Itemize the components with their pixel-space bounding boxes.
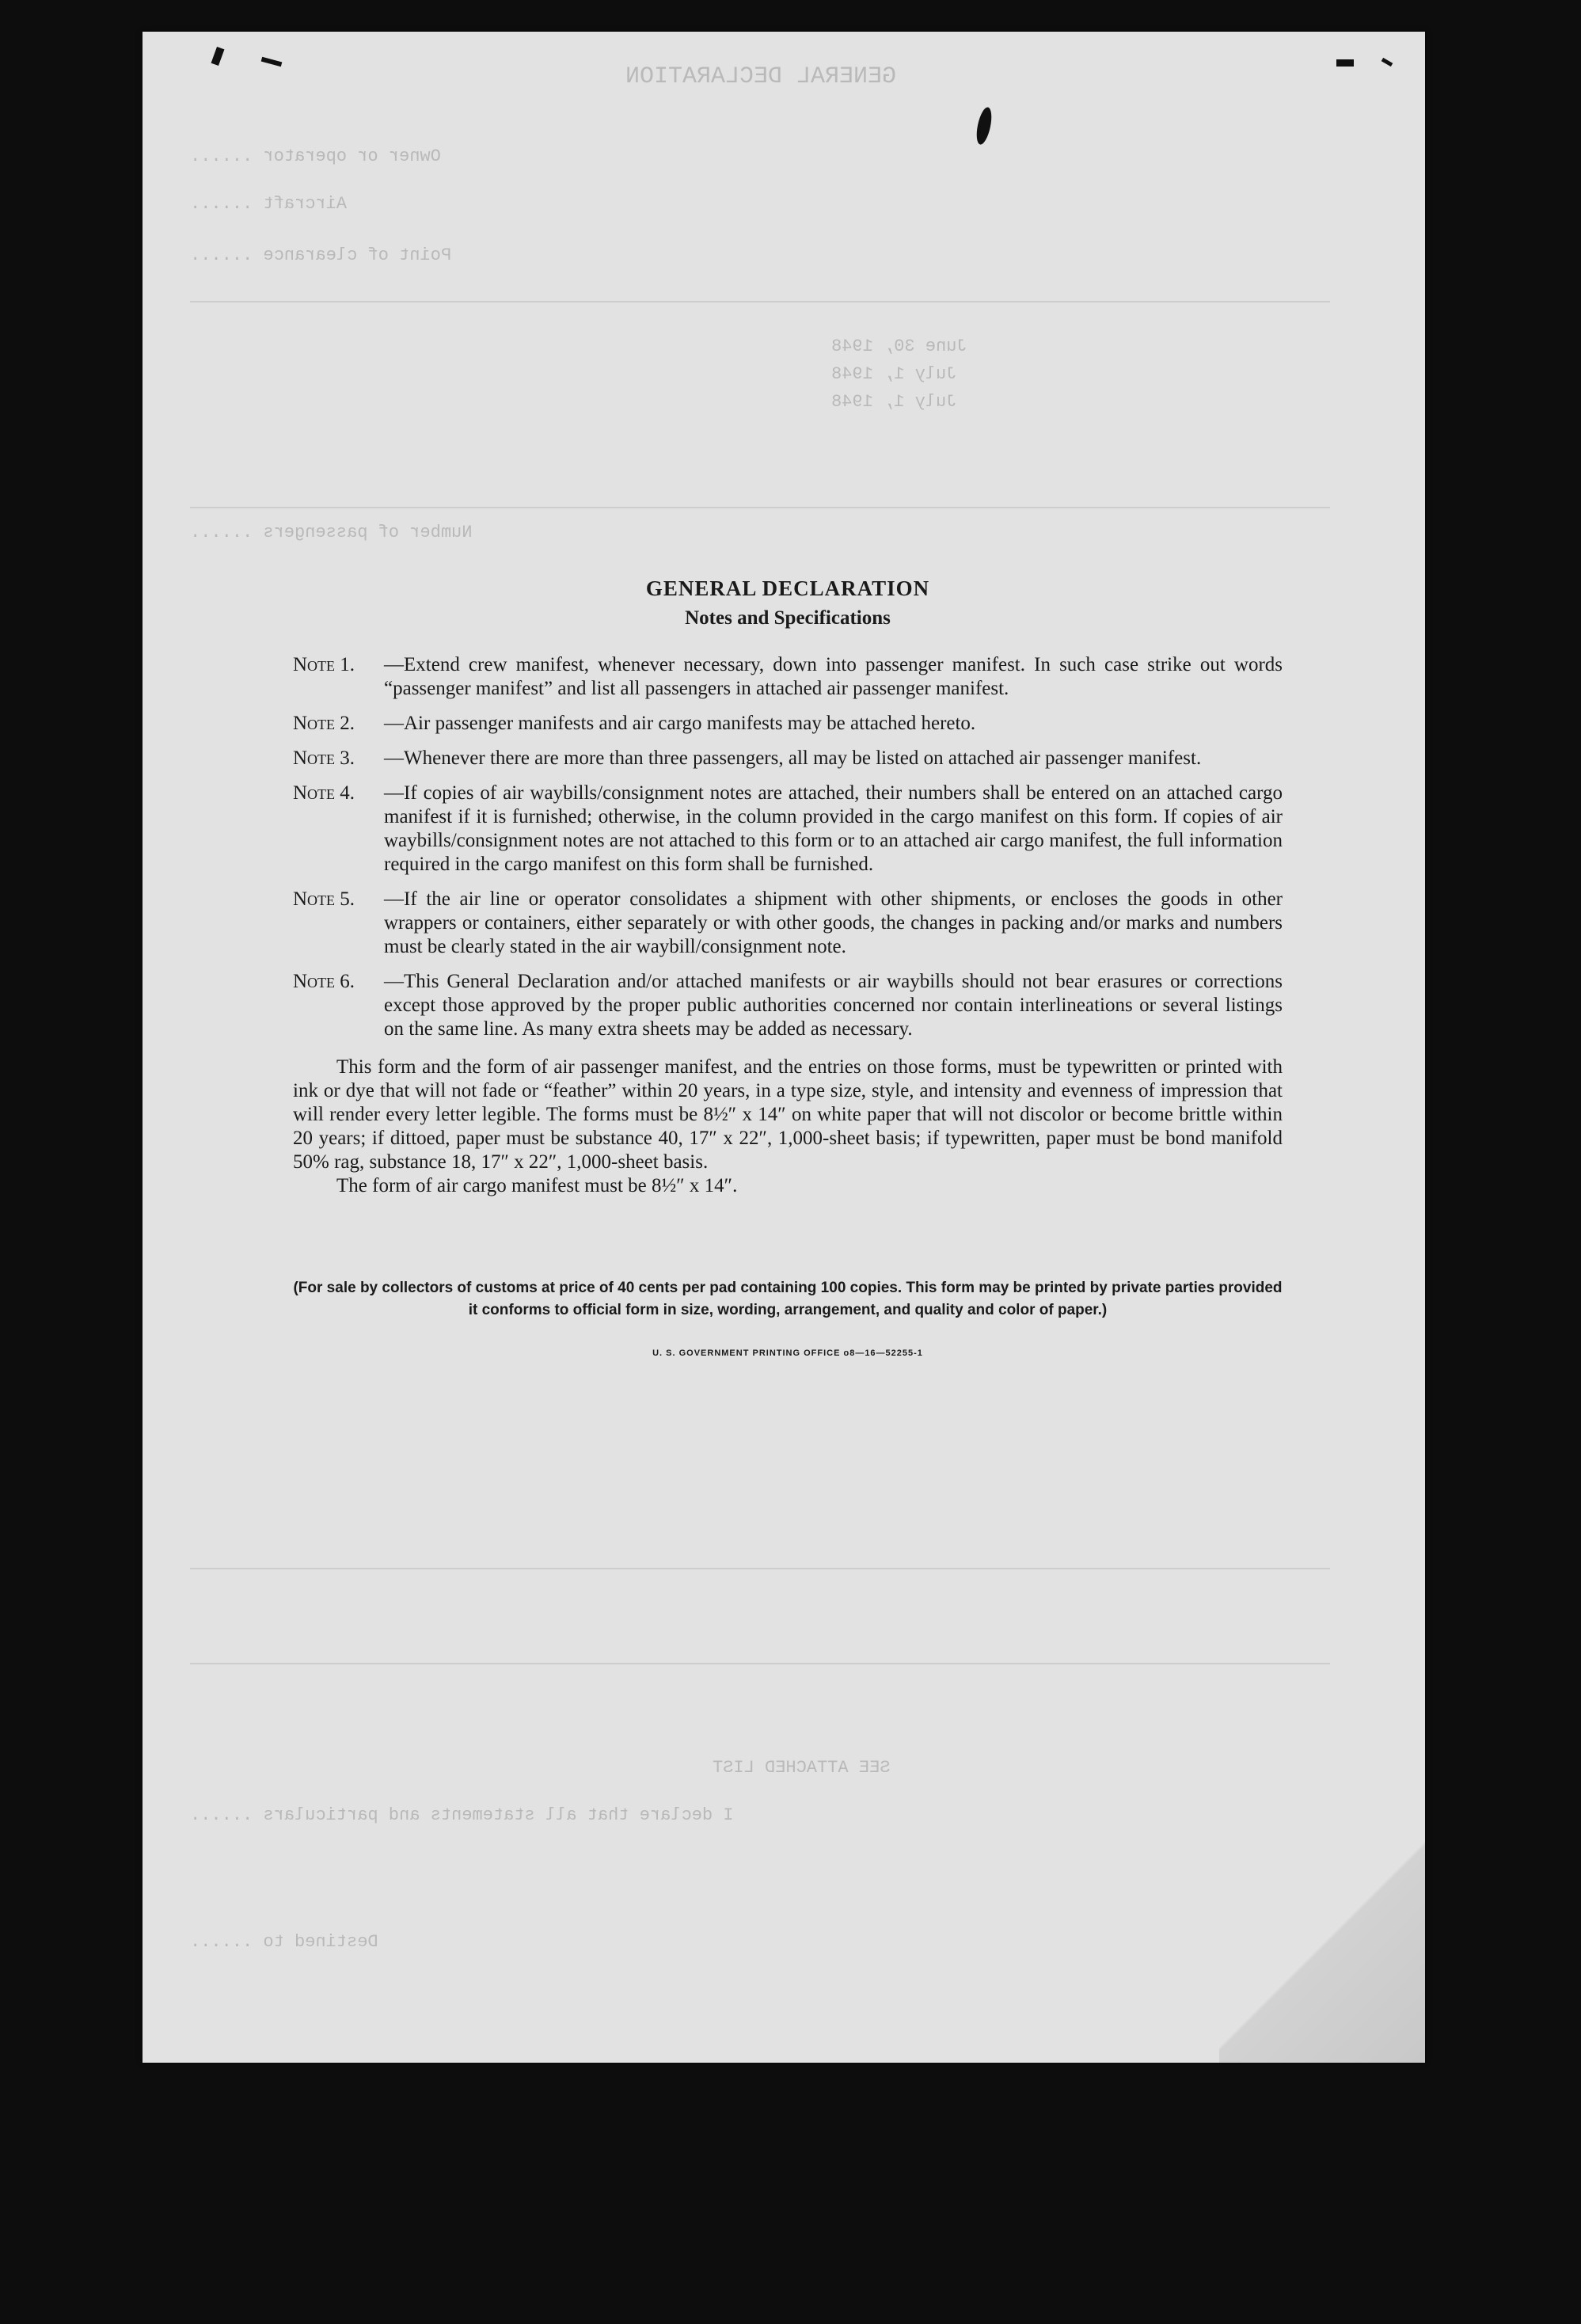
note-item <box>293 712 1283 736</box>
bleed-through-text: July 1, 1948 <box>831 364 957 384</box>
note-label: Note 4. <box>293 782 355 804</box>
note-text: —Air passenger manifests and air cargo manifests may be attached hereto. <box>384 713 976 734</box>
bleed-through-text: Number of passengers ...... <box>190 523 473 542</box>
note-item <box>293 970 1283 1041</box>
note-label: Note 2. <box>293 713 355 734</box>
note-text: —Extend crew manifest, whenever necessary, down into passenger manifest. In such case strike out words “passenger manifest” and list all passengers in attached air passenger manifest. <box>384 654 1283 699</box>
bleed-through-text: I declare that all statements and particulars ...... <box>190 1805 734 1825</box>
bleed-through-rule <box>190 1568 1330 1569</box>
document-title: GENERAL DECLARATION <box>645 576 930 600</box>
bleed-through-text: Destined to ...... <box>190 1932 378 1952</box>
bleed-through-text: July 1, 1948 <box>831 392 957 412</box>
note-item <box>293 747 1283 770</box>
cargo-manifest-size-paragraph: The form of air cargo manifest must be 8½″ x 14″. <box>336 1175 738 1196</box>
bleed-through-text: Point of clearance ...... <box>190 245 452 265</box>
note-label: Note 1. <box>293 654 355 675</box>
bleed-through-rule <box>190 1663 1330 1664</box>
document-subtitle: Notes and Specifications <box>685 607 891 629</box>
document-sheet <box>143 32 1425 2063</box>
printer-line: U. S. GOVERNMENT PRINTING OFFICE o8—16—52255-1 <box>652 1348 923 1358</box>
bleed-through-text: June 30, 1948 <box>831 337 967 356</box>
note-label: Note 6. <box>293 971 355 992</box>
note-item <box>293 888 1283 959</box>
declaration-notes <box>293 576 1283 1358</box>
note-text: —If copies of air waybills/consignment notes are attached, their numbers shall be entered on an attached cargo manifest if it is furnished; otherwise, in the column provided in the cargo manifest on this form. If copies of air waybills/consignment notes are not attached to this form or to an attached air cargo manifest, the full information required in the cargo manifest on this form shall be furnished. <box>384 782 1283 875</box>
bleed-through-rule <box>190 507 1330 508</box>
bleed-through-text: Aircraft ...... <box>190 194 348 214</box>
note-text: —Whenever there are more than three passengers, all may be listed on attached air passenger manifest. <box>384 747 1202 769</box>
bleed-through-rule <box>190 301 1330 302</box>
note-item <box>293 653 1283 701</box>
specification-paragraph: This form and the form of air passenger manifest, and the entries on those forms, must be typewritten or printed with ink or dye that will not fade or “feather” within 20 years, in a type size, style, and intensity and evenness of impression that will render every letter legible. The forms must be 8½″ x 14″ on white paper that will not discolor or become brittle within 20 years; if dittoed, paper must be substance 40, 17″ x 22″, 1,000-sheet basis; if typewritten, paper must be bond manifold 50% rag, substance 18, 17″ x 22″, 1,000-sheet basis. <box>293 1056 1283 1173</box>
note-text: —This General Declaration and/or attached manifests or air waybills should not bear erasures or corrections except those approved by the proper public authorities concerned nor contain interlineations or several listings on the same line. As many extra sheets may be added as necessary. <box>384 971 1283 1040</box>
note-label: Note 3. <box>293 747 355 769</box>
note-item <box>293 782 1283 877</box>
sale-notice: (For sale by collectors of customs at price of 40 cents per pad containing 100 copies. This form may be printed by private parties provided it conforms to official form in size, wording, arrangement, and quality and color of paper.) <box>293 1280 1283 1318</box>
bleed-through-text: Owner or operator ...... <box>190 146 441 166</box>
bleed-through-text: SEE ATTACHED LIST <box>713 1758 891 1778</box>
note-label: Note 5. <box>293 888 355 910</box>
note-text: —If the air line or operator consolidates a shipment with other shipments, or encloses the goods in other wrappers or containers, either separately or with other goods, the changes in packing and/or marks and numbers must be clearly stated in the air waybill/consignment note. <box>384 888 1283 957</box>
folded-corner <box>1219 1825 1425 2063</box>
bleed-through-text: GENERAL DECLARATION <box>625 63 897 90</box>
ink-mark <box>1336 59 1354 67</box>
